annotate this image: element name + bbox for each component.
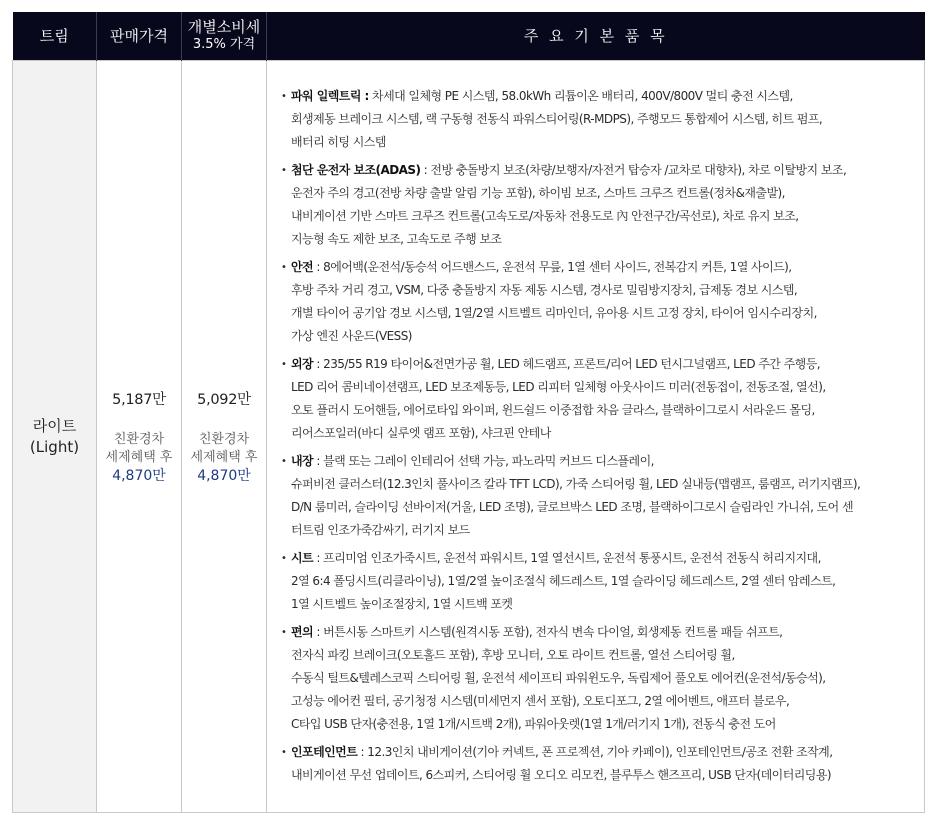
feature-group [281,85,912,154]
feature-line: 회생제동 브레이크 시스템, 랙 구동형 전동식 파워스티어링(R-MDPS), 주행모드 통합제어 시스템, 히트 펌프, [291,112,823,126]
feature-group [281,741,912,787]
feature-line: : 8에어백(운전석/동승석 어드밴스드, 운전석 무릎, 1열 센터 사이드, 전복감지 커튼, 1열 사이드), [313,260,792,274]
feature-group [281,256,912,348]
header-trim: 트림 [13,12,97,61]
tax-price-cell [182,61,267,813]
feature-group-title: 시트 [291,551,314,565]
price-note-line1: 친환경차 [113,431,165,447]
feature-line: 차세대 일체형 PE 시스템, 58.0kWh 리튬이온 배터리, 400V/800V 멀티 충전 시스템, [368,89,793,103]
feature-line: 배터리 히팅 시스템 [291,135,386,149]
feature-line: 슈퍼비전 클러스터(12.3인치 풀사이즈 칼라 TFT LCD), 가죽 스티어링 휠, LED 실내등(맵램프, 룸램프, 러기지램프), [291,477,861,491]
trim-name-en: (Light) [29,437,80,456]
trim-name: 라이트 [32,416,77,435]
feature-line: 고성능 에어컨 필터, 공기청정 시스템(미세먼지 센서 포함), 오토디포그, 2열 에어벤트, 애프터 블로우, [291,694,790,708]
items-cell [267,61,925,813]
feature-line: : 12.3인치 내비게이션(기아 커넥트, 폰 프로젝션, 기아 카페이), 인포테인먼트/공조 전환 조작계, [357,745,833,759]
header-price: 판매가격 [97,12,182,61]
bullet-icon: • [281,456,287,467]
feature-line: : 전방 충돌방지 보조(차량/보행자/자전거 탑승자 /교차로 대향차), 차로 이탈방지 보조, [420,163,847,177]
feature-group-title: 첨단 운전자 보조(ADAS) [291,163,421,177]
feature-group-title: 인포테인먼트 [291,745,358,759]
feature-group [281,353,912,445]
table-row [13,61,925,813]
feature-group [281,450,912,542]
feature-line: 2열 6:4 폴딩시트(리클라이닝), 1열/2열 높이조절식 헤드레스트, 1열 슬라이딩 헤드레스트, 2열 센터 암레스트, [291,574,836,588]
feature-line: 가상 엔진 사운드(VESS) [291,329,412,343]
feature-line: 내비게이션 무선 업데이트, 6스피커, 스티어링 휠 오디오 리모컨, 블루투스 핸즈프리, USB 단자(데이터리딩용) [291,768,832,782]
price-discounted: 4,870만 [112,467,166,484]
feature-line: 운전자 주의 경고(전방 차량 출발 알림 기능 포함), 하이빔 보조, 스마트 크루즈 컨트롤(정차&재출발), [291,186,785,200]
bullet-icon: • [281,359,287,370]
header-tax-price [182,12,267,61]
bullet-icon: • [281,627,287,638]
bullet-icon: • [281,262,287,273]
feature-line: C타입 USB 단자(충전용, 1열 1개/시트백 2개), 파워아웃렛(1열 1개/러기지 1개), 전동식 충전 도어 [291,717,776,731]
feature-line: 터트림 인조가죽감싸기, 러기지 보드 [291,523,470,537]
feature-line: 전자식 파킹 브레이크(오토홀드 포함), 후방 모니터, 오토 라이트 컨트롤, 열선 스티어링 휠, [291,648,735,662]
header-tax-price-line2: 3.5% 가격 [192,37,256,52]
tax-price-value: 5,092만 [197,391,251,408]
feature-group [281,159,912,251]
feature-group-title: 파워 일렉트릭 : [291,89,369,103]
trim-cell [13,61,97,813]
feature-line: : 235/55 R19 타이어&전면가공 휠, LED 헤드램프, 프론트/리어 LED 턴시그널램프, LED 주간 주행등, [313,357,821,371]
feature-line: D/N 룸미러, 슬라이딩 선바이저(거울, LED 조명), 글로브박스 LED 조명, 블랙하이그로시 슬림라인 가니쉬, 도어 센 [291,500,853,514]
feature-group-title: 외장 [291,357,314,371]
feature-line: : 프리미엄 인조가죽시트, 운전석 파워시트, 1열 열선시트, 운전석 통풍시트, 운전석 전동식 허리지지대, [313,551,821,565]
spec-table [12,12,925,813]
tax-price-discounted: 4,870만 [197,467,251,484]
feature-line: 내비게이션 기반 스마트 크루즈 컨트롤(고속도로/자동차 전용도로 內 안전구간/곡선로), 차로 유지 보조, [291,209,799,223]
feature-line: : 블랙 또는 그레이 인테리어 선택 가능, 파노라믹 커브드 디스플레이, [313,454,654,468]
feature-group-title: 안전 [291,260,314,274]
feature-line: : 버튼시동 스마트키 시스템(원격시동 포함), 전자식 변속 다이얼, 회생제동 컨트롤 패들 쉬프트, [313,625,783,639]
feature-line: 1열 시트벨트 높이조절장치, 1열 시트백 포켓 [291,597,513,611]
bullet-icon: • [281,553,287,564]
feature-line: 오토 플러시 도어핸들, 에어로타입 와이퍼, 윈드쉴드 이중접합 차음 글라스, 블랙하이그로시 서라운드 몰딩, [291,403,815,417]
feature-line: 개별 타이어 공기압 경보 시스템, 1열/2열 시트벨트 리마인더, 유아용 시트 고정 장치, 타이어 임시수리장치, [291,306,817,320]
price-note-line2: 세제혜택 후 [105,449,173,465]
bullet-icon: • [281,165,287,176]
feature-group-title: 편의 [291,625,314,639]
price-value: 5,187만 [112,391,166,408]
feature-list [281,85,912,787]
feature-line: 지능형 속도 제한 보조, 고속도로 주행 보조 [291,232,502,246]
feature-group-title: 내장 [291,454,314,468]
feature-group [281,621,912,736]
feature-line: 후방 주차 거리 경고, VSM, 다중 충돌방지 자동 제동 시스템, 경사로 밀림방지장치, 급제동 경보 시스템, [291,283,798,297]
tax-price-note-line1: 친환경차 [198,431,250,447]
feature-line: 리어스포일러(바디 실루엣 램프 포함), 샤크핀 안테나 [291,426,551,440]
header-items: 주 요 기 본 품 목 [267,12,925,61]
table-header [13,12,925,61]
feature-line: 수동식 틸트&텔레스코픽 스티어링 휠, 운전석 세이프티 파워윈도우, 독립제어 풀오토 에어컨(운전석/동승석), [291,671,826,685]
bullet-icon: • [281,91,287,102]
bullet-icon: • [281,747,287,758]
header-tax-price-line1: 개별소비세 [187,18,261,36]
price-cell [97,61,182,813]
feature-group [281,547,912,616]
spec-table-frame [12,12,924,782]
feature-line: LED 리어 콤비네이션램프, LED 보조제동등, LED 리피터 일체형 아웃사이드 미러(전동접이, 전동조절, 열선), [291,380,826,394]
tax-price-note-line2: 세제혜택 후 [190,449,258,465]
